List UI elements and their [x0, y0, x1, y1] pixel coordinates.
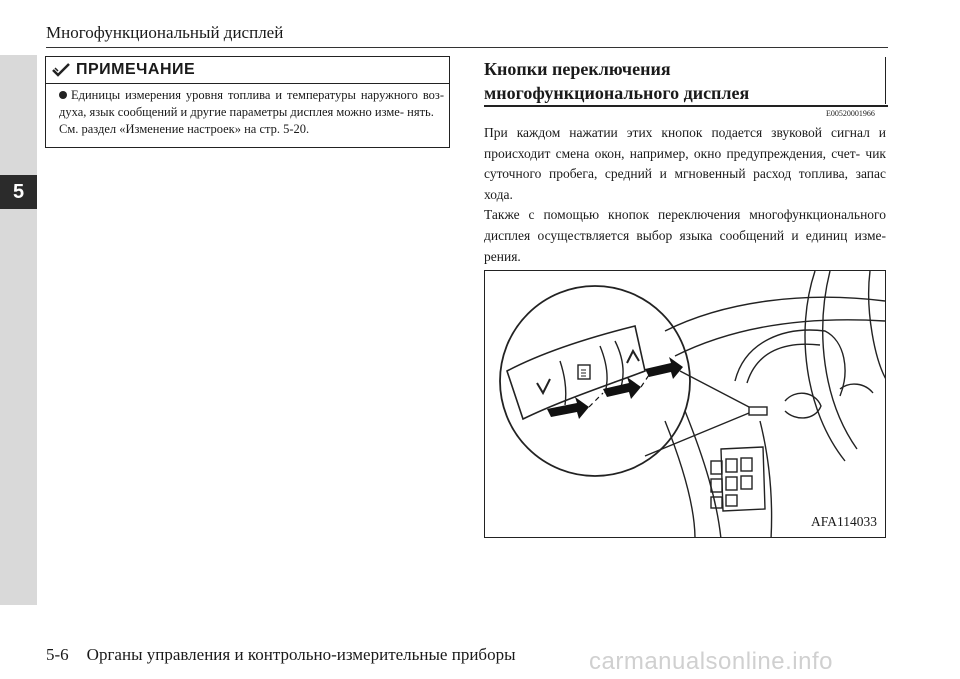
figure-code: AFA114033 [810, 514, 877, 529]
note-bullet-text: Единицы измерения уровня топлива и температуры наружного воз- духа, язык сообщений и другие параметры дисплея можно изме- нять. [59, 88, 444, 119]
chapter-tab: 5 [0, 175, 37, 209]
figure-illustration [484, 270, 886, 538]
note-reference: См. раздел «Изменение настроек» на стр. 5-20. [59, 122, 310, 136]
section-code: E00520001966 [826, 109, 875, 118]
bullet-icon [59, 91, 67, 99]
note-heading [52, 61, 195, 79]
section-title [484, 57, 749, 105]
note-divider [46, 83, 449, 84]
paragraph-2: Также с помощью кнопок переключения многофункционального дисплея осуществляется выбор языка сообщений и единиц изме- рения. [484, 207, 886, 264]
dashboard-buttons-illustration [485, 271, 886, 538]
note-box [45, 56, 450, 148]
side-tab-bar [0, 55, 37, 605]
section-title-line2: многофункционального дисплея [484, 83, 750, 103]
footer-page-number: 5-6 [46, 645, 69, 664]
page-header-title: Многофункциональный дисплей [46, 23, 284, 42]
note-heading-text: ПРИМЕЧАНИЕ [76, 61, 196, 78]
section-divider [484, 105, 888, 107]
paragraph-1: При каждом нажатии этих кнопок подается звуковой сигнал и происходит смена окон, например, окно предупреждения, счет- чик суточного пробега, средний и мгновенный расход топлива, запас хода. [484, 125, 886, 202]
section-body [484, 123, 886, 267]
header-divider [46, 47, 888, 48]
footer-title: Органы управления и контрольно-измерительные приборы [86, 645, 516, 664]
page-footer [46, 645, 516, 665]
note-text [59, 87, 444, 138]
section-title-line1: Кнопки переключения [484, 59, 671, 79]
watermark: carmanualsonline.info [589, 648, 833, 675]
section-title-border [885, 57, 886, 104]
pencil-icon [52, 63, 70, 77]
